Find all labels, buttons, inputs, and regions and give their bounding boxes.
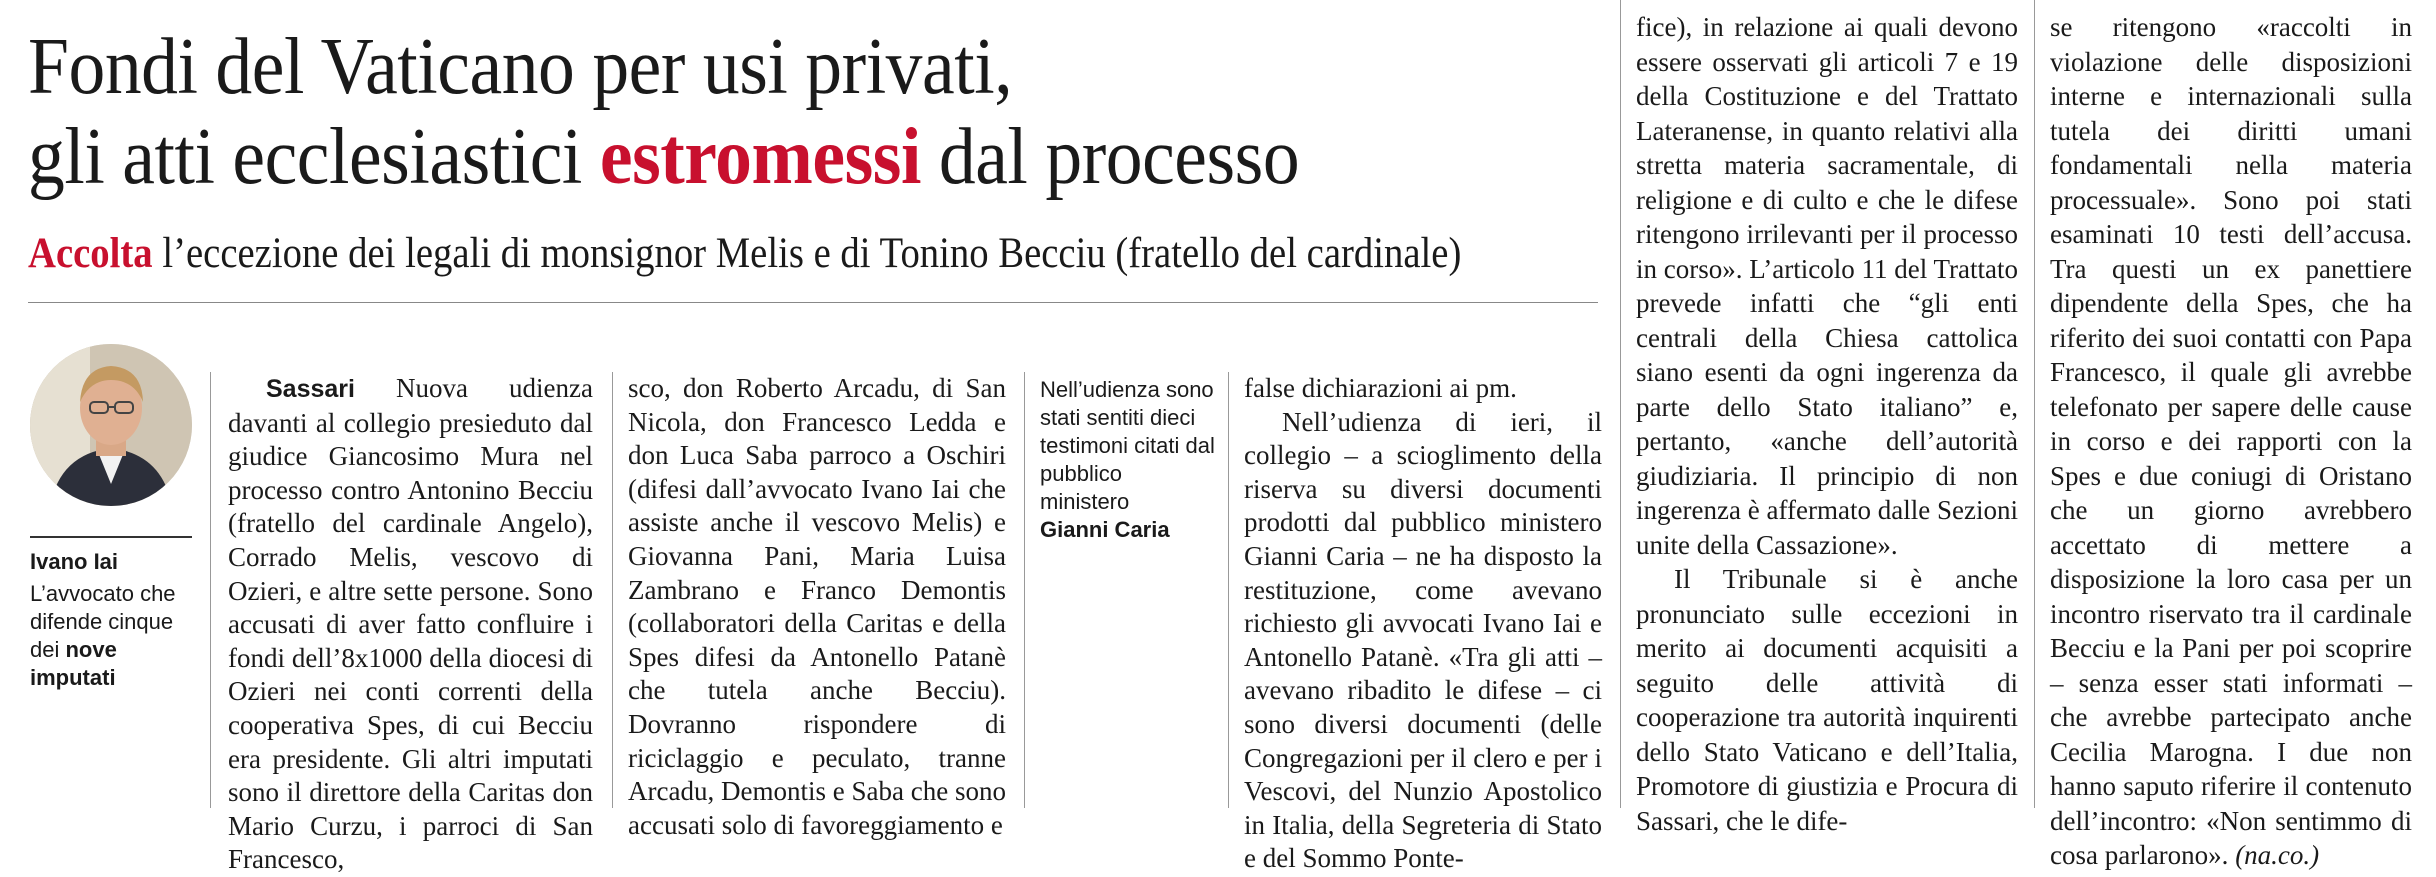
subhead-highlight: Accolta [28, 230, 153, 277]
column-rule [1228, 372, 1229, 808]
article-col2-text: sco, don Roberto Arcadu, di San Nicola, don Francesco Ledda e don Luca Saba parroco a Oschiri (difesi dall’avvocato Ivano Iai che assiste anche il vescovo Melis) e Giovanna Pani, Maria Luisa Zambrano e Franco Demontis (collaboratori della Caritas e della Spes difesi da Antonello Patanè che tutela anche Becciu). Dovranno rispondere di riciclaggio e peculato, tranne Arcadu, Demontis e Saba che sono accusati solo di favoreggiamento e [628, 373, 1006, 840]
article-column-5 [2050, 10, 2412, 873]
article-column-3 [1244, 372, 1602, 876]
column-rule [1024, 372, 1025, 808]
article-col1-text: Nuova udienza davanti al collegio presieduto dal giudice Giancosimo Mura nel processo contro Antonino Becciu (fratello del cardinale Angelo), Corrado Melis, vescovo di Ozieri, e altre sette persone. Sono accusati di aver fatto confluire i fondi dell’8x1000 della diocesi di Ozieri nei conti correnti della cooperativa Spes, di cui Becciu era presidente. Gli altri imputati sono il direttore della Caritas don Mario Curzu, i parroci di San Francesco, [228, 373, 593, 875]
caption-text: L’avvocato che difende cinque dei [30, 581, 176, 662]
caption-rule [30, 536, 192, 538]
portrait-photo [30, 344, 192, 506]
column-rule [612, 372, 613, 808]
article-col3-p1: false dichiarazioni ai pm. [1244, 373, 1517, 403]
subhead-text: l’eccezione dei legali di monsignor Melis e di Tonino Becciu (fratello del cardinale) [152, 230, 1462, 277]
article-col4-p1: fice), in relazione ai quali devono essere osservati gli articoli 7 e 19 della Costituzione e del Trattato Lateranense, in quanto relativi alla stretta materia sacramentale, di religione e di culto e che le difese ritengono irrilevanti per il processo in corso». L’articolo 11 del Trattato prevede infatti che “gli enti centrali della Chiesa cattolica siano esenti da ogni ingerenza da parte dello Stato italiano” e, pertanto, «anche dell’autorità giudiziaria. Il principio di non ingerenza è affermato dalle Sezioni unite della Cassazione». [1636, 12, 2018, 560]
column-rule [210, 372, 211, 808]
article-col5-text: se ritengono «raccolti in violazione delle disposizioni interne e internazionali sulla tutela dei diritti umani fondamentali nella materia processuale». Sono poi stati esaminati 10 testi dell’accusa. Tra questi un ex panettiere dipendente della Spes, che ha riferito dei suoi contatti con Papa Francesco, il quale gli avrebbe telefonato per sapere delle cause in corso e dei rapporti con la Spes e due coniugi di Oristano che un giorno avrebbero accettato di mettere a disposizione la loro casa per un incontro riservato tra il cardinale Becciu e la Pani per poi scoprire – senza esser stati informati – che avrebbe partecipato anche Cecilia Marogna. I due non hanno saputo riferire il contenuto dell’incontro: «Non sentimmo di cosa parlarono». [2050, 12, 2412, 870]
pull-quote-text: Nell’udienza sono stati sentiti dieci testimoni citati dal pubblico ministero [1040, 377, 1215, 514]
headline [28, 22, 1500, 202]
subhead [28, 228, 1468, 280]
article-signature: (na.co.) [2235, 840, 2320, 870]
article-column-1 [228, 372, 593, 877]
headline-line2-pre: gli atti ecclesiastici [28, 113, 600, 201]
pull-quote [1040, 376, 1215, 544]
article-column-2 [628, 372, 1006, 842]
column-rule [2034, 0, 2035, 808]
caption-bold: nove imputati [30, 637, 117, 690]
top-divider [28, 302, 1598, 303]
photo-caption [30, 548, 200, 692]
article-col3-p2: Nell’udienza di ieri, il collegio – a scioglimento della riserva su diversi documenti prodotti dal pubblico ministero Gianni Caria – ne ha disposto la restituzione, come avevano richiesto gli avvocati Ivano Iai e Antonello Patanè. «Tra gli atti – avevano ribadito le difese – ci sono diversi documenti (delle Congregazioni per il clero e per i Vescovi, del Nunzio Apostolico in Italia, della Segreteria di Stato e del Sommo Ponte- [1244, 406, 1602, 874]
caption-name: Ivano Iai [30, 549, 119, 574]
headline-line1: Fondi del Vaticano per usi privati, [28, 23, 1013, 111]
column-rule [1620, 0, 1621, 808]
portrait-image [30, 344, 192, 506]
article-column-4 [1636, 10, 2018, 838]
headline-highlight: estromessi [599, 113, 921, 201]
headline-line2-post: dal processo [920, 113, 1300, 201]
article-col4-p2: Il Tribunale si è anche pronunciato sulle eccezioni in merito ai documenti acquisiti a seguito delle attività di cooperazione tra autorità inquirenti dello Stato Vaticano e dell’Italia, Promotore di giustizia e Procura di Sassari, che le dife- [1636, 564, 2018, 836]
pull-quote-bold: Gianni Caria [1040, 517, 1170, 542]
article-lead: Sassari [266, 375, 355, 403]
